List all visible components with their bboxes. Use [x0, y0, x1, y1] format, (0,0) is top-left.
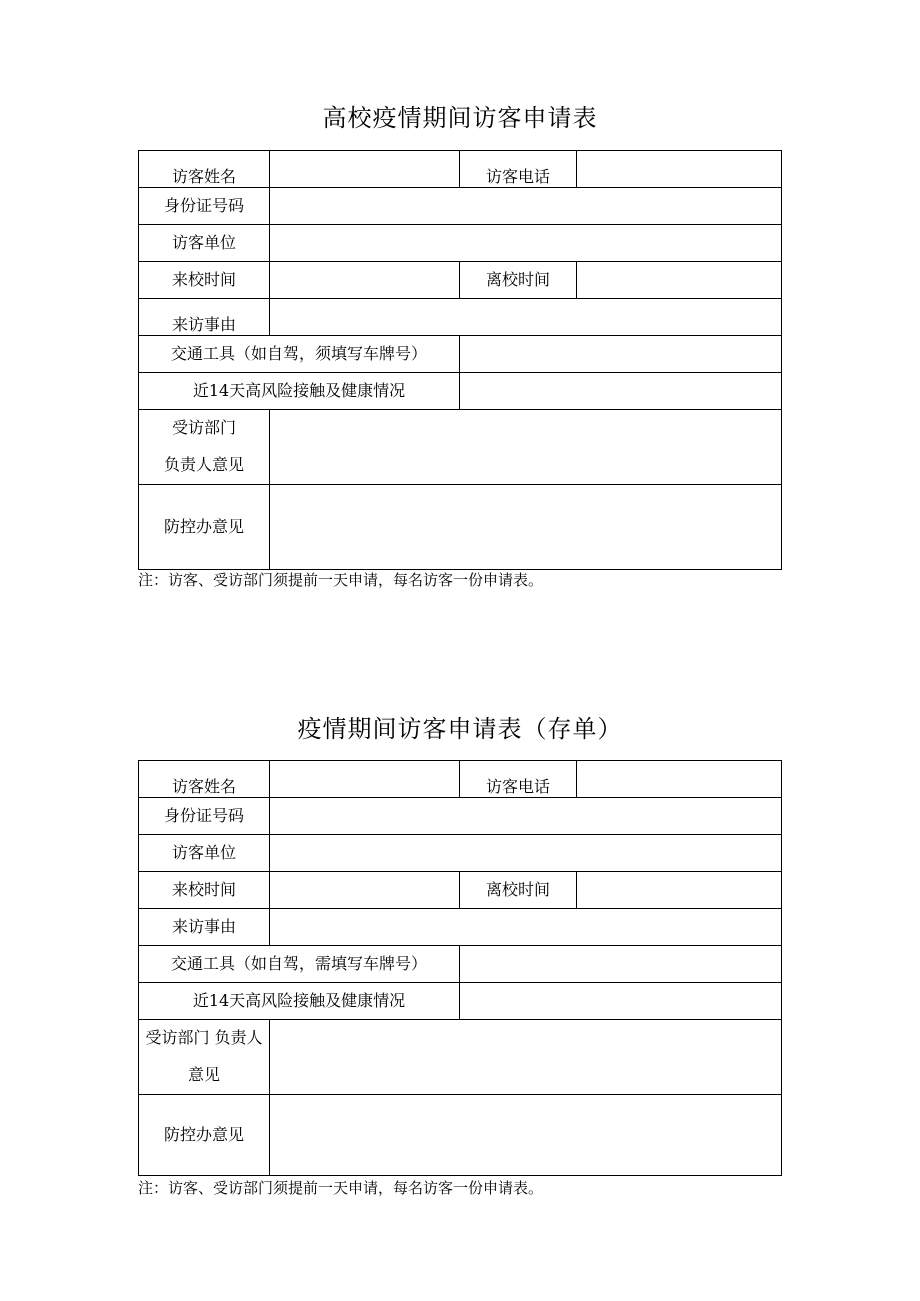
health-field[interactable] — [460, 373, 782, 410]
visitor-phone-label: 访客电话 — [460, 761, 577, 798]
dept-opinion-label-line2: 意见 — [187, 1064, 220, 1084]
id-number-field[interactable] — [270, 798, 782, 835]
arrival-time-label: 来校时间 — [139, 872, 270, 909]
visitor-org-label: 访客单位 — [139, 835, 270, 872]
control-office-label: 防控办意见 — [139, 484, 270, 569]
form1-table — [138, 150, 782, 570]
visit-reason-field[interactable] — [270, 909, 782, 946]
dept-opinion-label-line2: 负责人意见 — [163, 454, 244, 474]
id-number-label: 身份证号码 — [139, 188, 270, 225]
departure-time-label: 离校时间 — [460, 262, 577, 299]
visitor-phone-label: 访客电话 — [460, 151, 577, 188]
visitor-org-field[interactable] — [270, 835, 782, 872]
form1-note: 注：访客、受访部门须提前一天申请，每名访客一份申请表。 — [138, 571, 544, 589]
departure-time-field[interactable] — [577, 872, 782, 909]
visitor-name-field[interactable] — [270, 761, 460, 798]
visitor-org-label: 访客单位 — [139, 225, 270, 262]
form2-title: 疫情期间访客申请表（存单） — [297, 715, 623, 743]
visitor-phone-field[interactable] — [577, 761, 782, 798]
health-label: 近14天高风险接触及健康情况 — [139, 983, 460, 1020]
arrival-time-field[interactable] — [270, 872, 460, 909]
transport-label: 交通工具（如自驾，需填写车牌号） — [139, 946, 460, 983]
dept-opinion-field[interactable] — [270, 410, 782, 485]
id-number-label: 身份证号码 — [139, 798, 270, 835]
dept-opinion-label — [139, 1020, 270, 1095]
visitor-name-field[interactable] — [270, 151, 460, 188]
transport-field[interactable] — [460, 946, 782, 983]
dept-opinion-label-line1: 受访部门 负责人 — [145, 1028, 263, 1047]
transport-label: 交通工具（如自驾，须填写车牌号） — [139, 336, 460, 373]
form2-note: 注：访客、受访部门须提前一天申请，每名访客一份申请表。 — [138, 1179, 544, 1197]
form1-title: 高校疫情期间访客申请表 — [322, 104, 598, 132]
control-office-label: 防控办意见 — [139, 1094, 270, 1175]
visitor-org-field[interactable] — [270, 225, 782, 262]
visit-reason-label: 来访事由 — [139, 909, 270, 946]
visit-reason-field[interactable] — [270, 299, 782, 336]
arrival-time-label: 来校时间 — [139, 262, 270, 299]
departure-time-field[interactable] — [577, 262, 782, 299]
dept-opinion-label-line1: 受访部门 — [171, 418, 236, 437]
visitor-name-label: 访客姓名 — [139, 151, 270, 188]
id-number-field[interactable] — [270, 188, 782, 225]
arrival-time-field[interactable] — [270, 262, 460, 299]
visitor-phone-field[interactable] — [577, 151, 782, 188]
transport-field[interactable] — [460, 336, 782, 373]
visitor-name-label: 访客姓名 — [139, 761, 270, 798]
form2-table — [138, 760, 782, 1176]
health-label: 近14天高风险接触及健康情况 — [139, 373, 460, 410]
visit-reason-label: 来访事由 — [139, 299, 270, 336]
dept-opinion-field[interactable] — [270, 1020, 782, 1095]
control-office-field[interactable] — [270, 484, 782, 569]
dept-opinion-label — [139, 410, 270, 485]
departure-time-label: 离校时间 — [460, 872, 577, 909]
health-field[interactable] — [460, 983, 782, 1020]
control-office-field[interactable] — [270, 1094, 782, 1175]
